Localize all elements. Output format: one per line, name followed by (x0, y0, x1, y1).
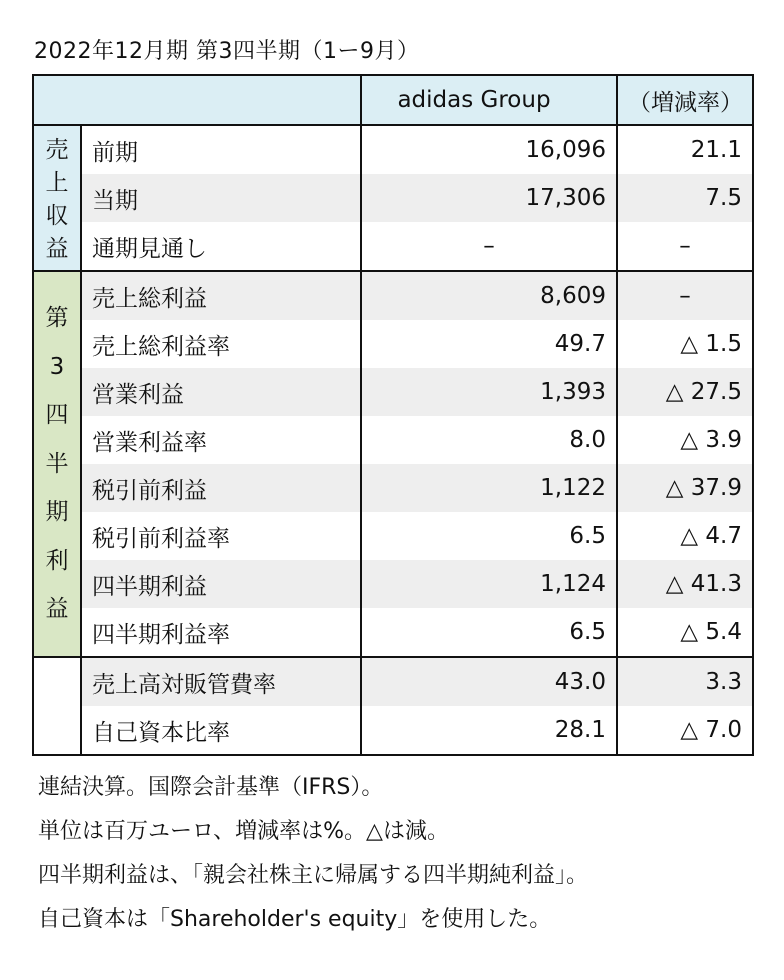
table-row (33, 464, 753, 512)
row-value: 17,306 (361, 174, 617, 222)
group-char: 第 (45, 304, 69, 331)
row-rate: △ 4.7 (617, 512, 753, 560)
row-rate: △ 7.0 (617, 706, 753, 755)
row-value: – (361, 222, 617, 271)
row-value: 28.1 (361, 706, 617, 755)
row-label: 営業利益率 (92, 429, 207, 456)
row-rate: △ 27.5 (617, 368, 753, 416)
other-group-label (33, 657, 81, 755)
row-label: 税引前利益 (81, 464, 361, 512)
row-label: 営業利益 (81, 368, 361, 416)
profit-group-label (33, 271, 81, 657)
table-row (33, 560, 753, 608)
row-rate: △ 5.4 (617, 608, 753, 657)
footnote: 連結決算。国際会計基準（IFRS）。 (38, 775, 384, 800)
group-char: 上 (45, 170, 69, 196)
row-value: 6.5 (361, 608, 617, 657)
row-value: 1,393 (361, 368, 617, 416)
row-label: 通期見通し (81, 222, 361, 271)
row-label: 四半期利益率 (81, 608, 361, 657)
table-row (33, 608, 753, 657)
group-char: 期 (45, 499, 69, 526)
row-rate: △ 41.3 (617, 560, 753, 608)
row-label: 当期 (81, 174, 361, 222)
table-row (33, 368, 753, 416)
header-change-rate: （増減率） (617, 75, 753, 125)
page-title: 2022年12月期 第3四半期（1ー9月） (34, 39, 420, 64)
row-rate: △ 3.9 (617, 416, 753, 464)
table-row (33, 174, 753, 222)
row-value: 16,096 (361, 125, 617, 174)
row-label: 前期 (92, 139, 138, 166)
row-value: 1,124 (361, 560, 617, 608)
table-row (33, 320, 753, 368)
group-char: 収 (45, 203, 69, 229)
footnote: 単位は百万ユーロ、増減率は%。△は減。 (38, 819, 449, 844)
row-label: 四半期利益 (81, 560, 361, 608)
revenue-group-label (33, 125, 81, 271)
table-row (33, 706, 753, 755)
table-row (33, 222, 753, 271)
table-row (33, 657, 753, 706)
row-rate: – (617, 222, 753, 271)
table-row (33, 125, 753, 174)
footnotes (38, 766, 588, 942)
footnote: 四半期利益は、「親会社株主に帰属する四半期純利益」。 (38, 863, 589, 888)
row-label: 自己資本比率 (81, 706, 361, 755)
row-value: 43.0 (361, 657, 617, 706)
row-value: 8,609 (361, 271, 617, 320)
group-char: 半 (45, 450, 69, 477)
row-label: 税引前利益率 (92, 525, 230, 552)
row-rate: – (617, 271, 753, 320)
row-label: 売上総利益率 (92, 333, 230, 360)
group-char: 売 (45, 137, 69, 163)
footnote: 自己資本は「Shareholder's equity」を使用した。 (38, 907, 552, 932)
row-value: 1,122 (361, 464, 617, 512)
group-char: 四 (45, 402, 69, 429)
header-company: adidas Group (361, 75, 617, 125)
row-label: 売上総利益 (81, 271, 361, 320)
financial-table (32, 74, 754, 756)
group-char: 利 (45, 547, 69, 574)
row-rate: 21.1 (617, 125, 753, 174)
table-row (33, 271, 753, 320)
table-row (33, 512, 753, 560)
row-rate: △ 1.5 (617, 320, 753, 368)
row-value: 6.5 (361, 512, 617, 560)
group-char: 3 (49, 353, 65, 380)
group-char: 益 (45, 236, 69, 262)
group-char: 益 (45, 596, 69, 623)
header-blank-cell (33, 75, 361, 125)
table-header-row (33, 75, 753, 125)
row-value: 8.0 (361, 416, 617, 464)
row-rate: △ 37.9 (617, 464, 753, 512)
row-value: 49.7 (361, 320, 617, 368)
table-row (33, 416, 753, 464)
row-rate: 3.3 (617, 657, 753, 706)
row-rate: 7.5 (617, 174, 753, 222)
row-label: 売上高対販管費率 (81, 657, 361, 706)
